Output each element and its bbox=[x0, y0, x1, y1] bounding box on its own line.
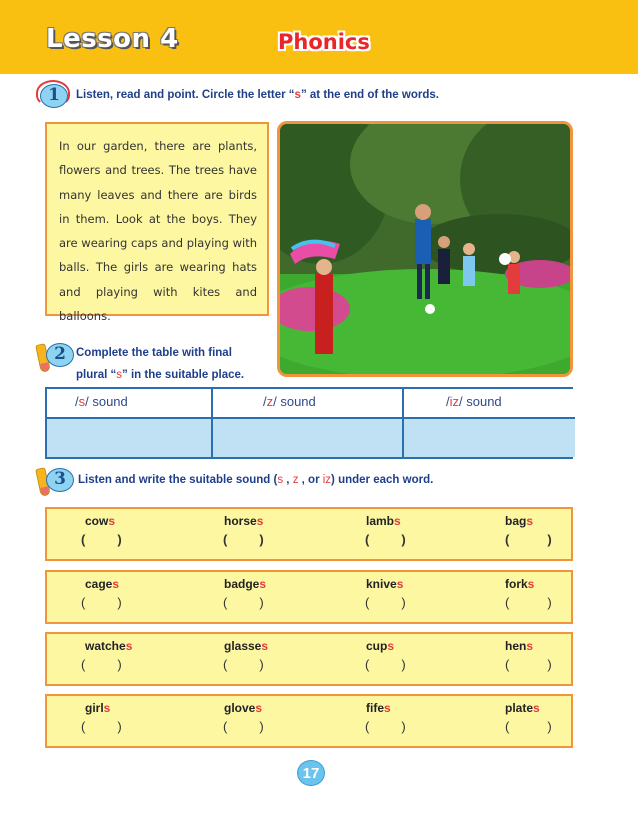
answer-cell-z[interactable] bbox=[213, 419, 404, 457]
paren-open: ( bbox=[365, 595, 370, 610]
paren-open: ( bbox=[223, 532, 228, 547]
paren-close: ) bbox=[259, 657, 264, 672]
word-stem: cow bbox=[85, 514, 109, 528]
word-ending: s bbox=[394, 514, 401, 528]
header-z-slash: / bbox=[263, 394, 267, 409]
word-stem: horse bbox=[224, 514, 257, 528]
word-ending: s bbox=[396, 577, 404, 591]
word-stem: bag bbox=[505, 514, 527, 528]
word-row bbox=[45, 632, 573, 686]
paren-close: ) bbox=[117, 595, 122, 610]
header-z-label: / sound bbox=[273, 394, 316, 409]
answer-blank[interactable] bbox=[223, 595, 264, 610]
word-label bbox=[505, 514, 533, 528]
answer-blank[interactable] bbox=[365, 532, 406, 547]
word-label bbox=[85, 577, 119, 591]
word-ending: s bbox=[256, 514, 264, 528]
paren-close: ) bbox=[401, 719, 406, 734]
word-label bbox=[505, 639, 533, 653]
answer-blank[interactable] bbox=[81, 719, 122, 734]
paren-open: ( bbox=[365, 532, 370, 547]
paren-close: ) bbox=[401, 657, 406, 672]
word-ending: s bbox=[261, 639, 269, 653]
answer-blank[interactable] bbox=[505, 657, 552, 672]
column-header-iz bbox=[404, 389, 575, 419]
header-s-label: / sound bbox=[85, 394, 128, 409]
page-number: 17 bbox=[297, 760, 325, 786]
word-stem: glove bbox=[224, 701, 256, 715]
answer-blank[interactable] bbox=[365, 595, 406, 610]
paren-open: ( bbox=[365, 657, 370, 672]
word-ending: s bbox=[533, 701, 540, 715]
answer-blank[interactable] bbox=[81, 657, 122, 672]
word-ending: s bbox=[112, 577, 120, 591]
option-separator-2: , or bbox=[298, 474, 323, 486]
answer-blank[interactable] bbox=[81, 532, 122, 547]
sound-table bbox=[45, 387, 573, 459]
word-stem: hen bbox=[505, 639, 527, 653]
paren-open: ( bbox=[365, 719, 370, 734]
paren-close: ) bbox=[547, 595, 552, 610]
paren-open: ( bbox=[223, 719, 228, 734]
word-stem: lamb bbox=[366, 514, 395, 528]
word-ending: s bbox=[527, 577, 535, 591]
paren-close: ) bbox=[117, 657, 122, 672]
answer-blank[interactable] bbox=[223, 657, 264, 672]
option-iz: iz bbox=[322, 474, 332, 486]
header-s-sound: s bbox=[78, 394, 86, 409]
instruction-1-letter: s bbox=[294, 89, 301, 101]
word-stem: glasse bbox=[224, 639, 262, 653]
option-s: s bbox=[277, 474, 284, 486]
word-stem: knive bbox=[366, 577, 397, 591]
word-ending: s bbox=[103, 701, 111, 715]
word-label bbox=[366, 701, 391, 715]
answer-blank[interactable] bbox=[505, 719, 552, 734]
word-stem: badge bbox=[224, 577, 260, 591]
paren-close: ) bbox=[547, 532, 552, 547]
paren-open: ( bbox=[81, 532, 86, 547]
word-stem: fife bbox=[366, 701, 384, 715]
topic-title: Phonics bbox=[278, 30, 370, 54]
header-iz-label: / sound bbox=[459, 394, 502, 409]
answer-blank[interactable] bbox=[365, 719, 406, 734]
answer-blank[interactable] bbox=[223, 719, 264, 734]
word-stem: plate bbox=[505, 701, 534, 715]
paren-open: ( bbox=[81, 719, 86, 734]
instruction-2-text-end: ” in the suitable place. bbox=[122, 369, 245, 381]
answer-cell-s[interactable] bbox=[47, 419, 213, 457]
paren-open: ( bbox=[505, 657, 510, 672]
instruction-1-text: Listen, read and point. Circle the letter “ bbox=[76, 89, 295, 101]
word-ending: s bbox=[526, 639, 534, 653]
word-stem: girl bbox=[85, 701, 104, 715]
word-label bbox=[224, 577, 266, 591]
instruction-2-text: plural “ bbox=[76, 369, 117, 381]
instruction-1-text-end: ” at the end of the words. bbox=[300, 89, 439, 101]
word-label bbox=[224, 514, 263, 528]
answer-blank[interactable] bbox=[505, 595, 552, 610]
header-iz-slash: / bbox=[446, 394, 450, 409]
lesson-title: Lesson 4 bbox=[46, 24, 179, 54]
paren-open: ( bbox=[505, 719, 510, 734]
word-label bbox=[366, 514, 401, 528]
paren-open: ( bbox=[81, 595, 86, 610]
word-ending: s bbox=[255, 701, 263, 715]
instruction-2-line2 bbox=[76, 364, 244, 386]
word-label bbox=[224, 701, 262, 715]
paren-close: ) bbox=[259, 595, 264, 610]
paren-close: ) bbox=[117, 532, 122, 547]
instruction-3-text: Listen and write the suitable sound ( bbox=[78, 474, 278, 486]
instruction-2-letter: s bbox=[116, 369, 123, 381]
word-ending: s bbox=[108, 514, 116, 528]
answer-cell-iz[interactable] bbox=[404, 419, 575, 457]
header-iz-sound: iz bbox=[449, 394, 460, 409]
word-row bbox=[45, 570, 573, 624]
lesson-header bbox=[0, 0, 638, 74]
option-z: z bbox=[292, 474, 299, 486]
paren-open: ( bbox=[223, 595, 228, 610]
answer-blank[interactable] bbox=[365, 657, 406, 672]
instruction-3-text-end: ) under each word. bbox=[331, 474, 434, 486]
section-number-2: 2 bbox=[46, 343, 74, 367]
instruction-1 bbox=[76, 89, 439, 101]
header-z-sound: z bbox=[266, 394, 274, 409]
word-ending: s bbox=[125, 639, 133, 653]
column-header-z bbox=[213, 389, 404, 419]
word-label bbox=[224, 639, 268, 653]
option-separator-1: , bbox=[283, 474, 293, 486]
paren-close: ) bbox=[547, 719, 552, 734]
word-ending: s bbox=[387, 639, 395, 653]
word-stem: cage bbox=[85, 577, 113, 591]
instruction-2-line1: Complete the table with final bbox=[76, 347, 232, 359]
paren-open: ( bbox=[81, 657, 86, 672]
word-row bbox=[45, 507, 573, 561]
answer-blank[interactable] bbox=[81, 595, 122, 610]
instruction-2 bbox=[76, 342, 244, 386]
word-stem: fork bbox=[505, 577, 528, 591]
word-label bbox=[85, 701, 110, 715]
paren-close: ) bbox=[401, 532, 406, 547]
header-s-slash: / bbox=[75, 394, 79, 409]
word-row bbox=[45, 694, 573, 748]
paren-close: ) bbox=[259, 532, 264, 547]
paren-open: ( bbox=[223, 657, 228, 672]
paren-open: ( bbox=[505, 595, 510, 610]
reading-passage: In our garden, there are plants, flowers and trees. The trees have many leaves and there are birds in them. Look at the boys. They are wearing caps and playing with balls. The girls are wearing hats and playing with kites and balloons. bbox=[45, 122, 269, 316]
word-label bbox=[505, 577, 534, 591]
section-number-1: 1 bbox=[40, 84, 68, 108]
paren-close: ) bbox=[401, 595, 406, 610]
paren-close: ) bbox=[259, 719, 264, 734]
word-ending: s bbox=[259, 577, 267, 591]
section-number-3: 3 bbox=[46, 468, 74, 492]
word-label bbox=[366, 577, 403, 591]
paren-close: ) bbox=[117, 719, 122, 734]
answer-blank[interactable] bbox=[223, 532, 264, 547]
paren-close: ) bbox=[547, 657, 552, 672]
word-stem: cup bbox=[366, 639, 388, 653]
instruction-3 bbox=[78, 474, 433, 486]
word-label bbox=[366, 639, 394, 653]
word-label bbox=[505, 701, 540, 715]
word-label bbox=[85, 639, 132, 653]
column-header-s bbox=[47, 389, 213, 419]
word-label bbox=[85, 514, 115, 528]
answer-blank[interactable] bbox=[505, 532, 552, 547]
word-stem: watche bbox=[85, 639, 126, 653]
garden-photo bbox=[277, 121, 573, 377]
word-ending: s bbox=[526, 514, 534, 528]
paren-open: ( bbox=[505, 532, 510, 547]
word-ending: s bbox=[384, 701, 391, 715]
